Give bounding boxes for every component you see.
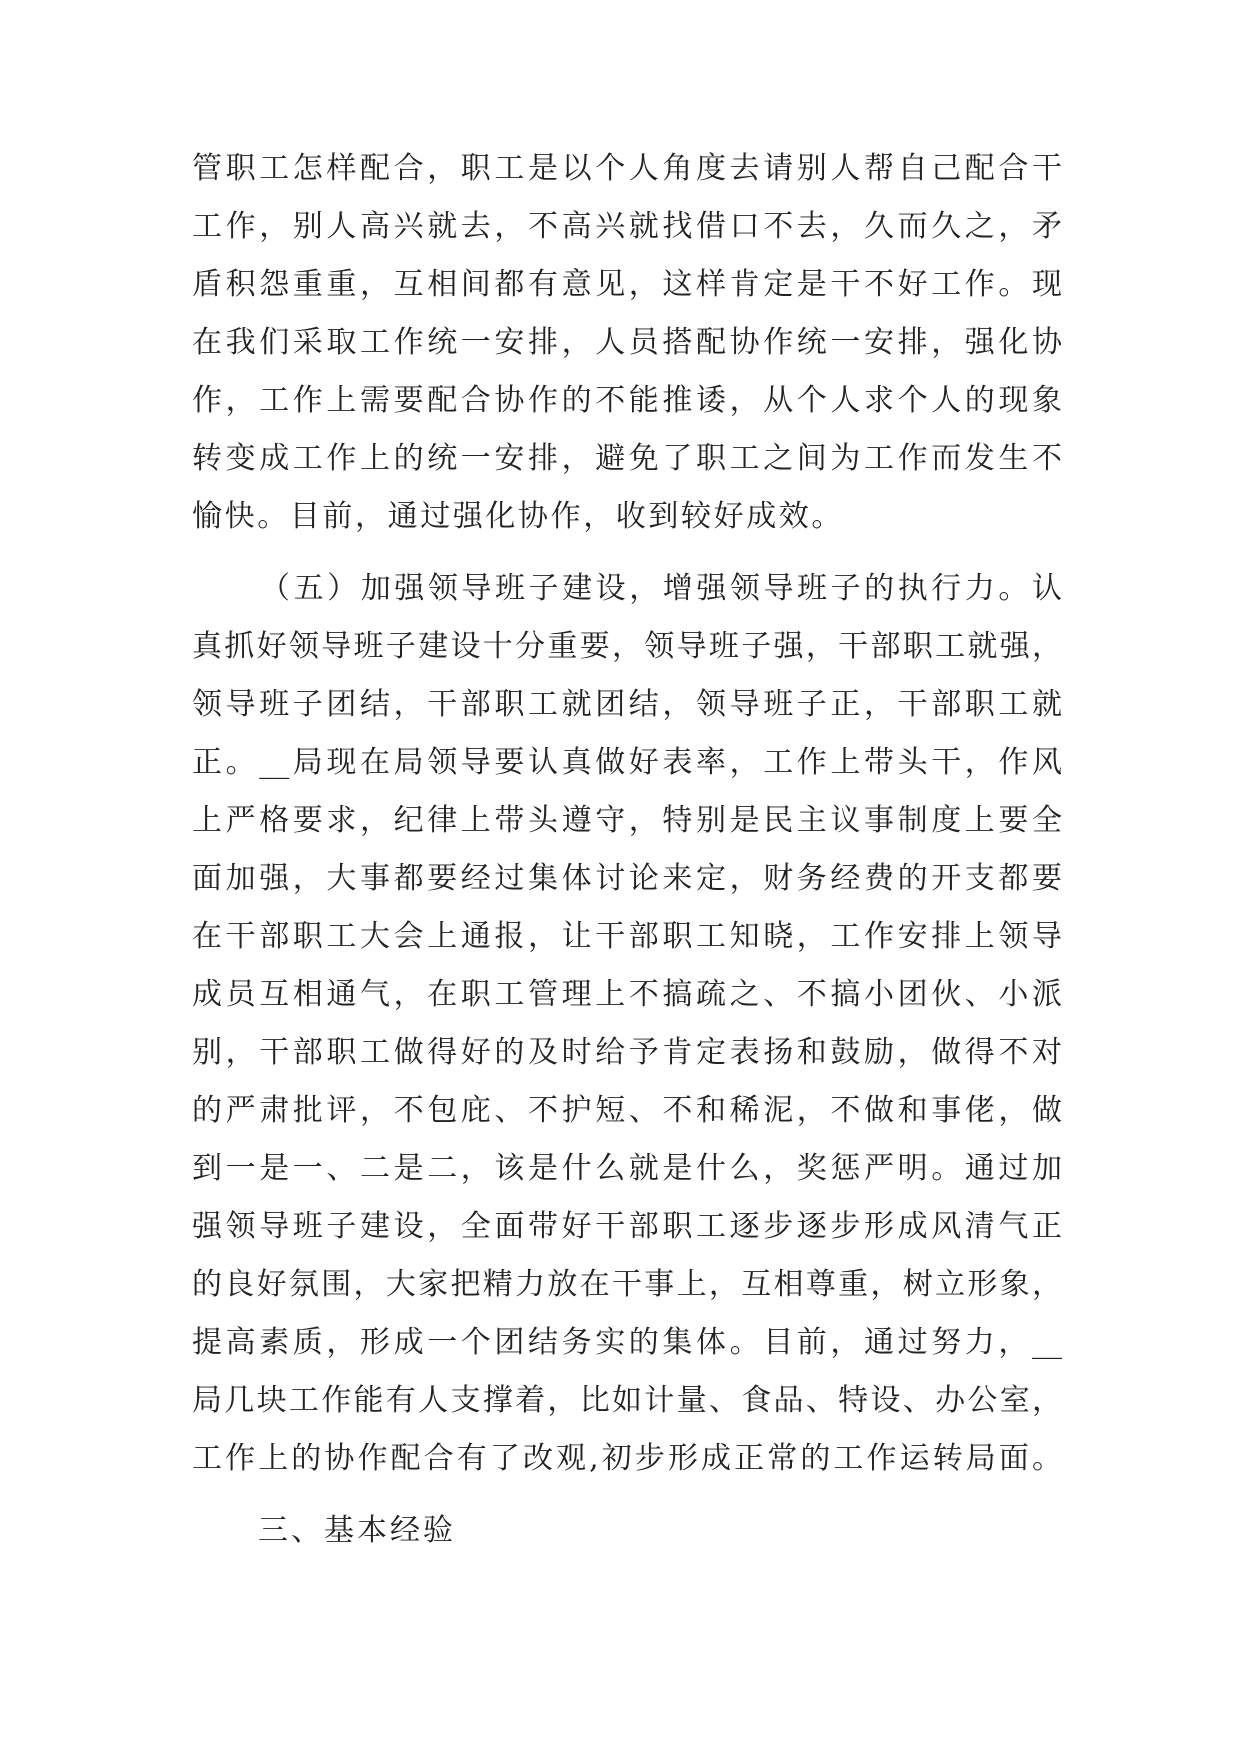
text-line: 成员互相通气，在职工管理上不搞疏之、不搞小团伙、小派 <box>192 977 1062 1012</box>
text-line: 转变成工作上的统一安排，避免了职工之间为工作而发生不 <box>192 441 1062 476</box>
paragraph-gap <box>192 546 1062 560</box>
text-line: 在干部职工大会上通报，让干部职工知晓，工作安排上领导 <box>192 919 1062 954</box>
text-line: 面加强，大事都要经过集体讨论来定，财务经费的开支都要 <box>192 861 1062 896</box>
paragraph-leadership <box>192 560 1062 1488</box>
text-line: 管职工怎样配合，职工是以个人角度去请别人帮自己配合干 <box>192 151 1062 186</box>
text-line: 正。__局现在局领导要认真做好表率，工作上带头干，作风 <box>192 745 1062 780</box>
text-line: 工作，别人高兴就去，不高兴就找借口不去，久而久之，矛 <box>192 209 1062 244</box>
text-line: 别，干部职工做得好的及时给予肯定表扬和鼓励，做得不对 <box>192 1035 1062 1070</box>
text-line: 局几块工作能有人支撑着，比如计量、食品、特设、办公室， <box>192 1383 1062 1418</box>
text-line: 作，工作上需要配合协作的不能推诿，从个人求个人的现象 <box>192 383 1062 418</box>
text-line: 领导班子团结，干部职工就团结，领导班子正，干部职工就 <box>192 687 1062 722</box>
text-line: 盾积怨重重，互相间都有意见，这样肯定是干不好工作。现 <box>192 267 1062 302</box>
section-heading: 三、基本经验 <box>258 1513 456 1548</box>
text-line: 上严格要求，纪律上带头遵守，特别是民主议事制度上要全 <box>192 803 1062 838</box>
text-line: 提高素质，形成一个团结务实的集体。目前，通过努力，__ <box>192 1325 1062 1360</box>
text-line: 在我们采取工作统一安排，人员搭配协作统一安排，强化协 <box>192 325 1062 360</box>
text-line: 的良好氛围，大家把精力放在干事上，互相尊重，树立形象， <box>192 1267 1062 1302</box>
paragraph-gap <box>192 1488 1062 1502</box>
paragraph-coordination <box>192 140 1062 546</box>
text-line: （五）加强领导班子建设，增强领导班子的执行力。认 <box>260 571 1062 606</box>
text-line: 强领导班子建设，全面带好干部职工逐步逐步形成风清气正 <box>192 1209 1062 1244</box>
text-line: 到一是一、二是二，该是什么就是什么，奖惩严明。通过加 <box>192 1151 1062 1186</box>
text-line: 愉快。目前，通过强化协作，收到较好成效。 <box>192 499 844 534</box>
text-line: 工作上的协作配合有了改观,初步形成正常的工作运转局面。 <box>192 1441 1062 1476</box>
text-line: 的严肃批评，不包庇、不护短、不和稀泥，不做和事佬，做 <box>192 1093 1062 1128</box>
text-line: 真抓好领导班子建设十分重要，领导班子强，干部职工就强， <box>192 629 1062 664</box>
document-body <box>192 140 1062 1560</box>
